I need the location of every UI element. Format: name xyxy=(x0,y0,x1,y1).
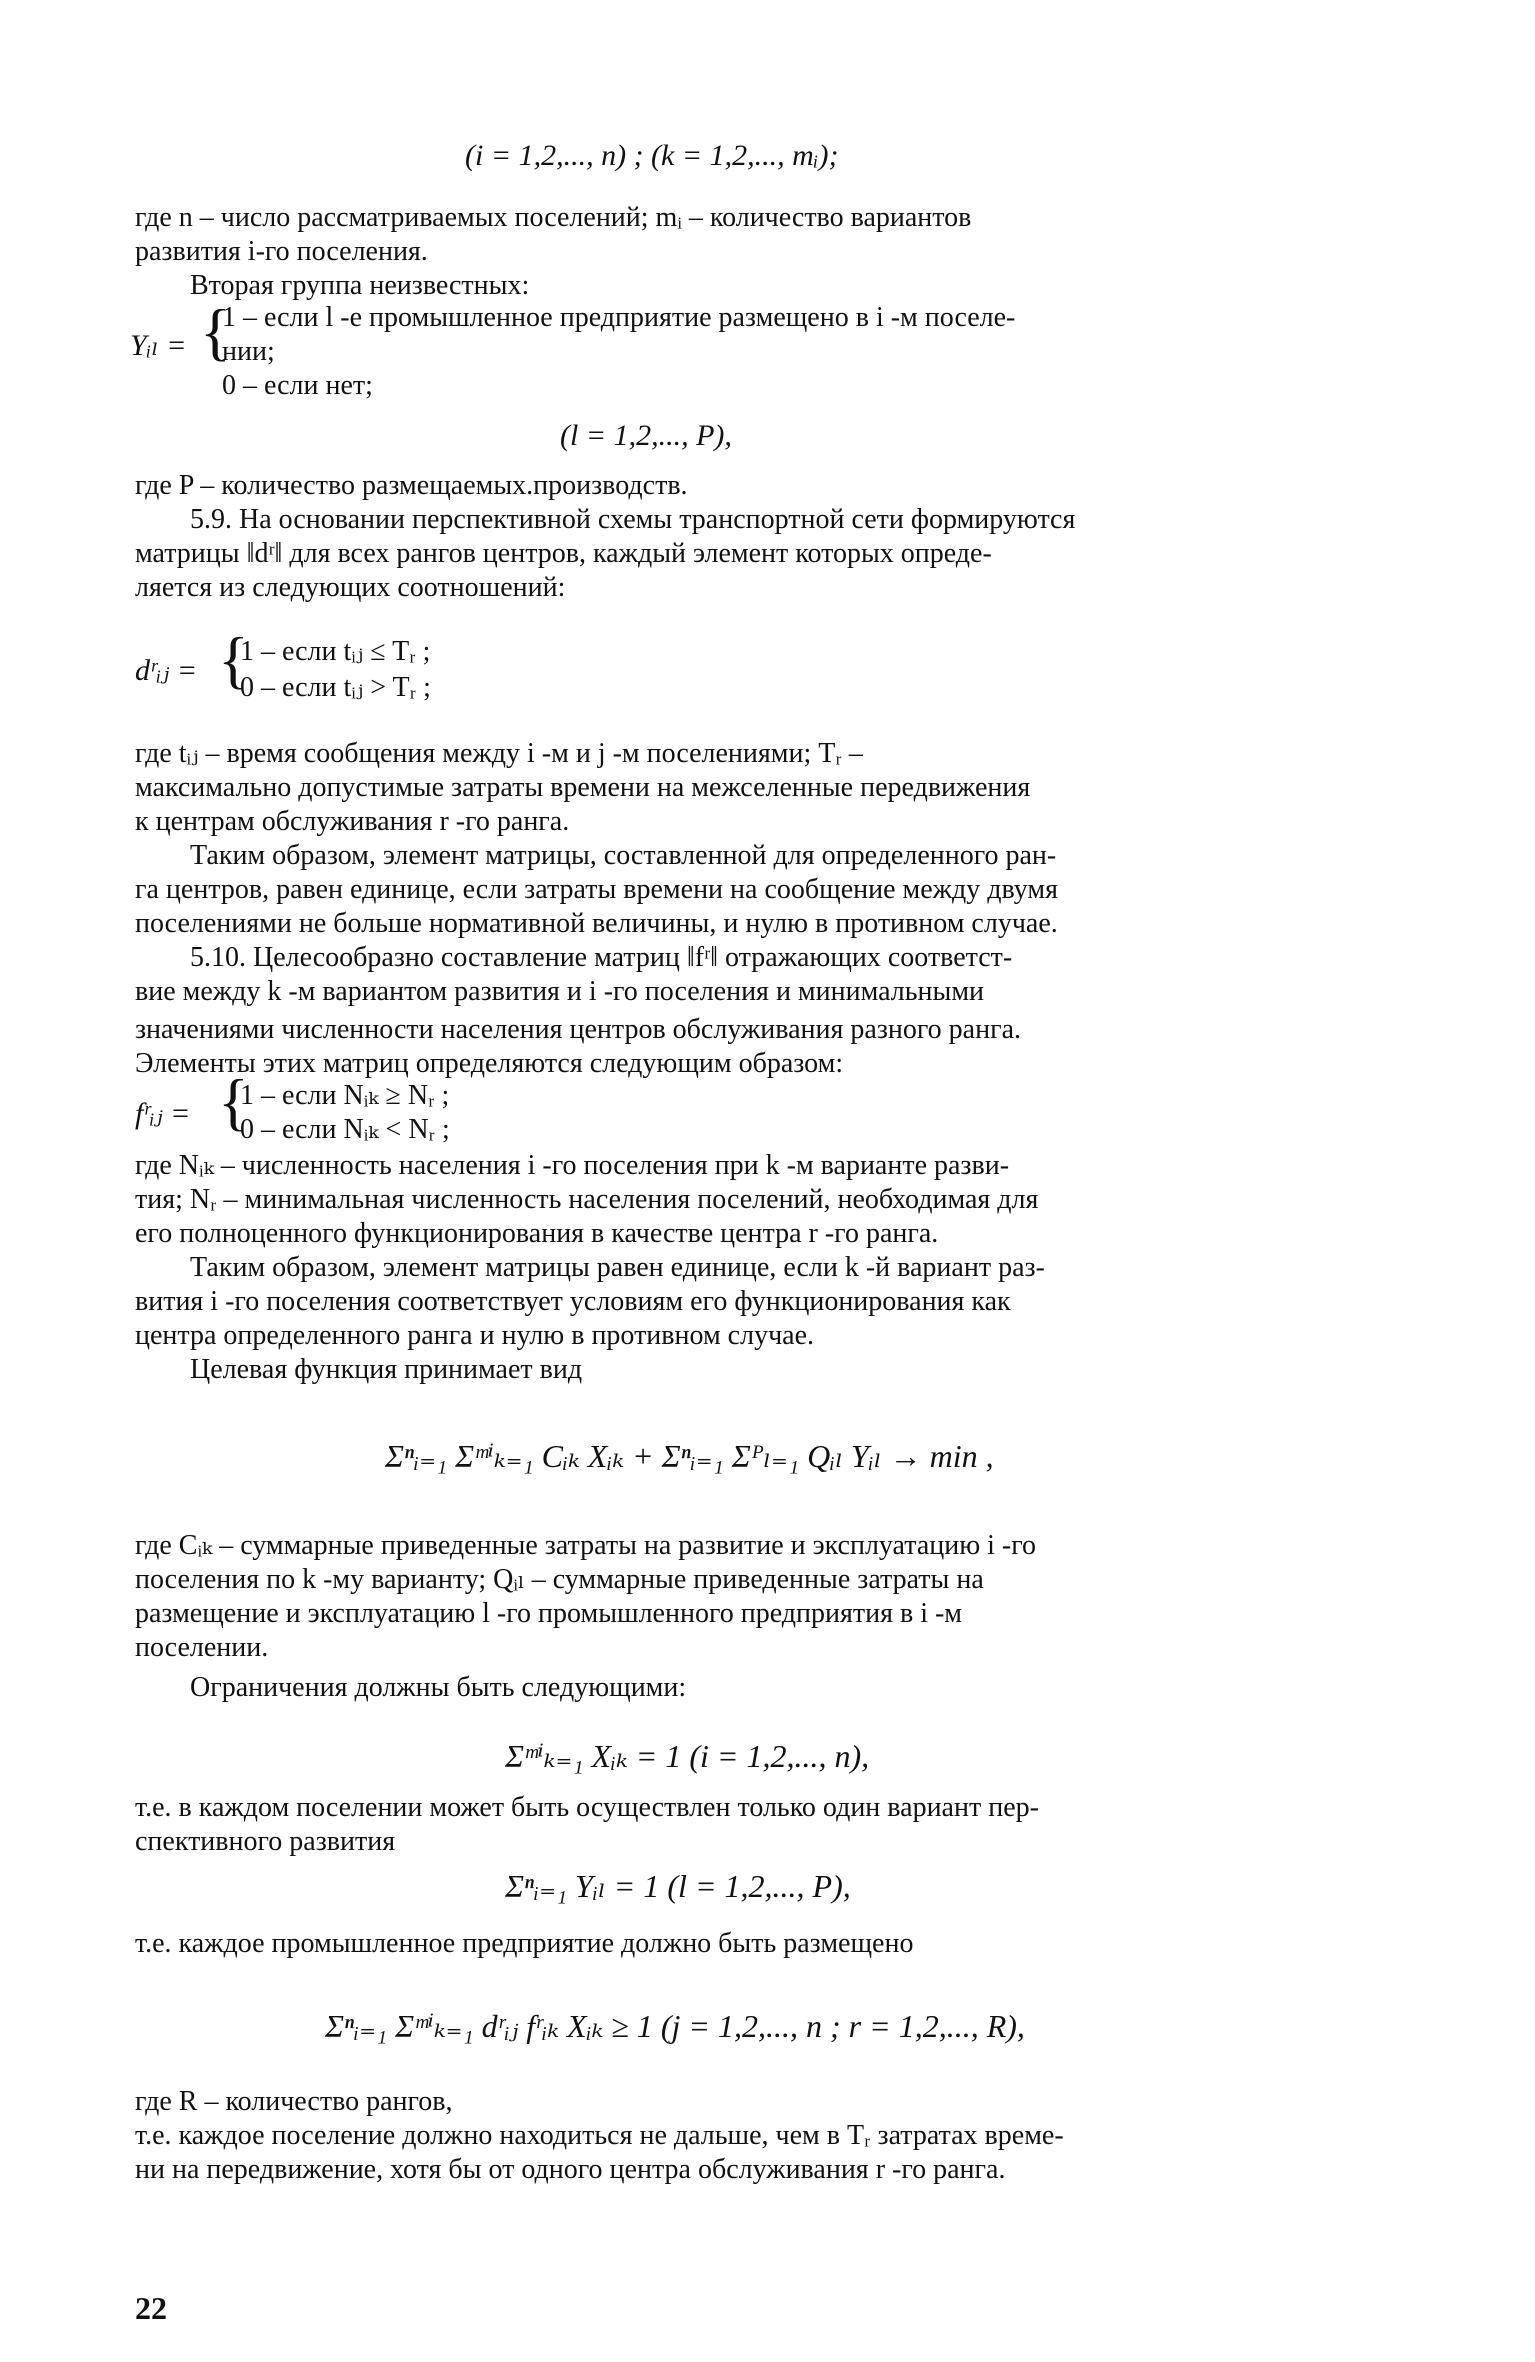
text-line: поселениями не больше нормативной величины, и нулю в противном случае. xyxy=(135,908,1058,939)
y-definition-lhs: Yᵢₗ = xyxy=(130,329,187,362)
y-case-1: 1 – если l -е промышленное предприятие размещено в i -м поселе- xyxy=(222,302,1016,333)
text-line: центра определенного ранга и нулю в противном случае. xyxy=(135,1320,815,1351)
text-line: ни на передвижение, хотя бы от одного центра обслуживания r -го ранга. xyxy=(135,2154,1006,2185)
text-line: к центрам обслуживания r -го ранга. xyxy=(135,806,570,837)
text-line: где Nᵢₖ – численность населения i -го поселения при k -м варианте разви- xyxy=(135,1150,1010,1181)
text-line: размещение и эксплуатацию l -го промышленного предприятия в i -м xyxy=(135,1598,963,1629)
text-line: где Cᵢₖ – суммарные приведенные затраты на развитие и эксплуатацию i -го xyxy=(135,1530,1037,1561)
text-line: спективного развития xyxy=(135,1826,396,1857)
text-line: где n – число рассматриваемых поселений; mᵢ – количество вариантов xyxy=(135,202,972,233)
text-line: максимально допустимые затраты времени на межселенные передвижения xyxy=(135,772,1031,803)
section-5-10: 5.10. Целесообразно составление матриц ‖fʳ‖ отражающих соответст- xyxy=(190,942,1013,973)
text-line: значениями численности населения центров обслуживания разного ранга. xyxy=(135,1014,1021,1045)
text-line: Целевая функция принимает вид xyxy=(190,1354,583,1385)
f-definition-lhs: fʳᵢⱼ = xyxy=(135,1097,191,1130)
text-line: Таким образом, элемент матрицы равен единице, если k -й вариант раз- xyxy=(190,1252,1045,1283)
text-line: Вторая группа неизвестных: xyxy=(190,270,530,301)
constraint-1: Σᵐⁱₖ₌₁ Xᵢₖ = 1 (i = 1,2,..., n), xyxy=(505,1738,870,1774)
text-line: ляется из следующих соотношений: xyxy=(135,572,566,603)
text-line: Таким образом, элемент матрицы, составленной для определенного ран- xyxy=(190,840,1057,871)
text-line: т.е. каждое поселение должно находиться не дальше, чем в Tᵣ затратах време- xyxy=(135,2120,1064,2151)
text-line: тия; Nᵣ – минимальная численность населения поселений, необходимая для xyxy=(135,1184,1039,1215)
text-line: поселении. xyxy=(135,1632,269,1663)
brace-symbol: { xyxy=(218,1066,249,1137)
text-line: вие между k -м вариантом развития и i -го поселения и минимальными xyxy=(135,976,985,1007)
d-case-1: 1 – если tᵢⱼ ≤ Tᵣ ; xyxy=(240,636,431,667)
brace-symbol: { xyxy=(200,296,231,367)
equation-index-ranges: (i = 1,2,..., n) ; (k = 1,2,..., mᵢ); xyxy=(465,139,839,172)
y-case-0: 0 – если нет; xyxy=(222,370,373,401)
text-line: Ограничения должны быть следующими: xyxy=(190,1672,687,1703)
y-case-1-cont: нии; xyxy=(222,336,275,367)
text-line: развития i-го поселения. xyxy=(135,236,428,267)
text-line: га центров, равен единице, если затраты времени на сообщение между двумя xyxy=(135,874,1058,905)
brace-symbol: { xyxy=(218,624,249,695)
constraint-2: Σⁿᵢ₌₁ Yᵢₗ = 1 (l = 1,2,..., P), xyxy=(505,1868,851,1904)
objective-function: Σⁿᵢ₌₁ Σᵐⁱₖ₌₁ Cᵢₖ Xᵢₖ + Σⁿᵢ₌₁ Σᴾₗ₌₁ Qᵢₗ Yᵢₗ → min , xyxy=(385,1438,994,1474)
text-line: т.е. каждое промышленное предприятие должно быть размещено xyxy=(135,1928,914,1959)
constraint-3: Σⁿᵢ₌₁ Σᵐⁱₖ₌₁ dʳᵢⱼ fʳᵢₖ Xᵢₖ ≥ 1 (j = 1,2,..., n ; r = 1,2,..., R), xyxy=(325,2008,1025,2044)
text-line: Элементы этих матриц определяются следующим образом: xyxy=(135,1048,844,1079)
text-line: вития i -го поселения соответствует условиям его функционирования как xyxy=(135,1286,1011,1317)
text-line: поселения по k -му варианту; Qᵢₗ – суммарные приведенные затраты на xyxy=(135,1564,984,1595)
text-line: где tᵢⱼ – время сообщения между i -м и j -м поселениями; Tᵣ – xyxy=(135,738,863,769)
section-5-9: 5.9. На основании перспективной схемы транспортной сети формируются xyxy=(190,504,1076,535)
f-case-1: 1 – если Nᵢₖ ≥ Nᵣ ; xyxy=(240,1080,450,1111)
text-line: матрицы ‖dʳ‖ для всех рангов центров, каждый элемент которых опреде- xyxy=(135,538,992,569)
f-case-0: 0 – если Nᵢₖ < Nᵣ ; xyxy=(240,1114,450,1145)
page-number: 22 xyxy=(135,2290,167,2326)
d-case-0: 0 – если tᵢⱼ > Tᵣ ; xyxy=(240,672,431,703)
text-line: где P – количество размещаемых.производств. xyxy=(135,470,688,501)
text-line: т.е. в каждом поселении может быть осуществлен только один вариант пер- xyxy=(135,1792,1039,1823)
text-line: где R – количество рангов, xyxy=(135,2086,453,2117)
equation-l-range: (l = 1,2,..., P), xyxy=(560,419,732,452)
d-definition-lhs: dʳᵢⱼ = xyxy=(135,654,198,687)
text-line: его полноценного функционирования в качестве центра r -го ранга. xyxy=(135,1218,939,1249)
